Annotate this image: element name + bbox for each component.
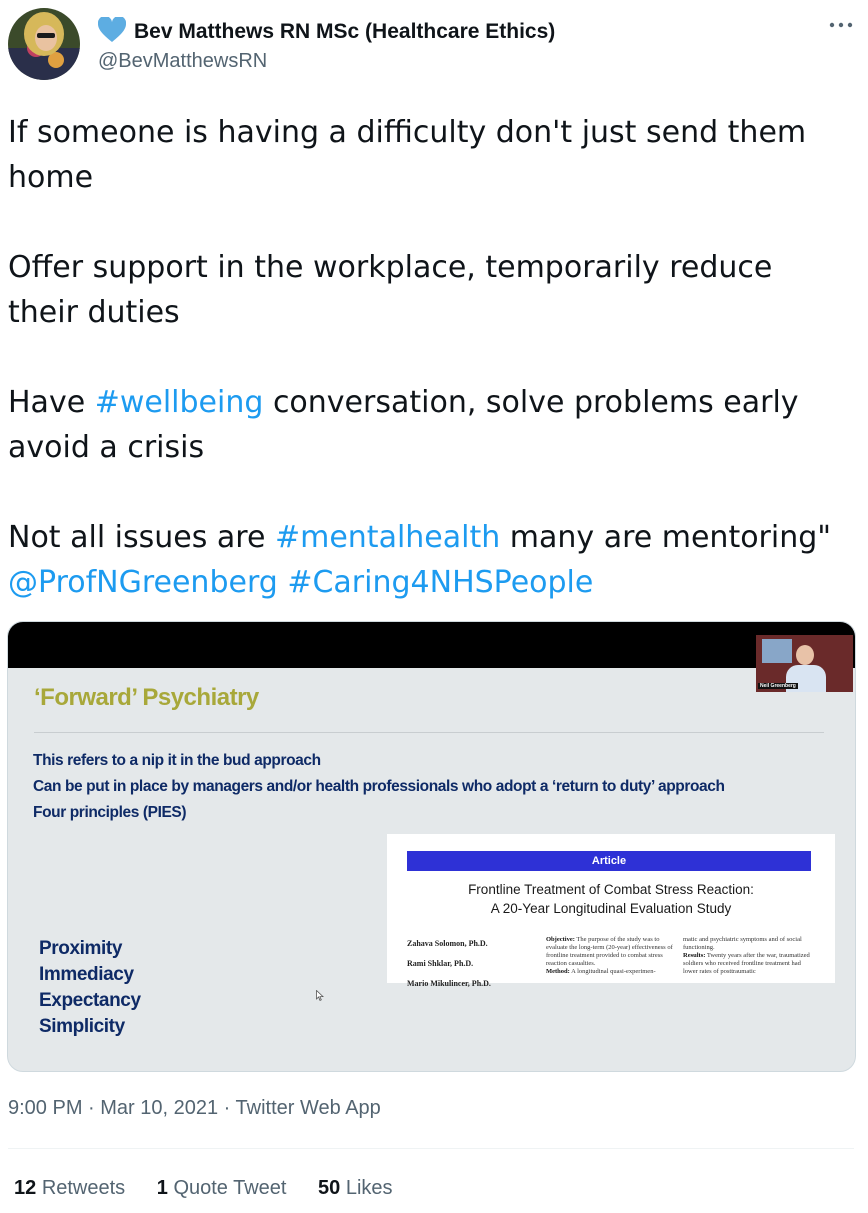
abstract-text: A longitudinal quasi-experimen- <box>571 968 656 975</box>
pies-principles <box>39 936 141 1040</box>
tweet-media[interactable] <box>7 621 856 1072</box>
article-authors <box>407 934 491 994</box>
likes-stat[interactable] <box>318 1177 393 1199</box>
slide-topbar <box>8 622 855 668</box>
article-abstract-col2 <box>683 936 815 976</box>
tweet-text-segment: Have <box>8 385 95 420</box>
principle-item: Immediacy <box>39 964 134 985</box>
author-handle[interactable]: @BevMatthewsRN <box>98 50 268 72</box>
abstract-label: Results: <box>683 952 706 959</box>
engagement-stats <box>14 1177 419 1200</box>
article-title-line: Frontline Treatment of Combat Stress Reaction: <box>468 882 754 897</box>
tweet-timestamp[interactable]: 9:00 PM · Mar 10, 2021 · Twitter Web App <box>8 1097 381 1119</box>
tweet-text-segment: conversation, solve problems early avoid a crisis <box>8 385 799 465</box>
principle-item: Simplicity <box>39 1016 125 1037</box>
tweet-paragraph <box>8 110 848 200</box>
tweet-paragraph <box>8 380 848 470</box>
speaker-caption: Neil Greenberg <box>760 683 796 689</box>
slide-title: ‘Forward’ Psychiatry <box>34 684 259 711</box>
tweet-text-segment: many are mentoring" <box>500 520 832 555</box>
mouse-cursor-icon <box>316 988 324 999</box>
article-title-line: A 20-Year Longitudinal Evaluation Study <box>490 901 732 916</box>
tweet-paragraph <box>8 245 848 335</box>
author-name[interactable]: Bev Matthews RN MSc (Healthcare Ethics) <box>134 20 556 43</box>
abstract-label: Method: <box>546 968 570 975</box>
article-author: Mario Mikulincer, Ph.D. <box>407 979 491 988</box>
slide-bullets <box>33 748 813 826</box>
quotes-count: 1 <box>156 1177 168 1199</box>
more-options-icon[interactable] <box>828 18 854 30</box>
divider <box>8 1148 854 1149</box>
likes-count: 50 <box>318 1177 341 1199</box>
quotes-label: Quote Tweet <box>173 1177 287 1199</box>
tweet-text-segment: Offer support in the workplace, temporarily reduce their duties <box>8 250 773 330</box>
tweet-paragraph <box>8 515 848 605</box>
article-abstract-col1 <box>546 936 676 976</box>
speaker-video-thumbnail <box>756 635 853 692</box>
avatar[interactable] <box>8 8 80 80</box>
likes-label: Likes <box>345 1177 393 1199</box>
retweets-label: Retweets <box>41 1177 126 1199</box>
article-author: Zahava Solomon, Ph.D. <box>407 939 488 948</box>
tweet-text-segment: If someone is having a difficulty don't just send them home <box>8 115 807 195</box>
mention-link[interactable]: @ProfNGreenberg <box>8 565 278 600</box>
abstract-text: Twenty years after the war, traumatized soldiers who received frontline treatment had lower rates of posttraumatic <box>683 952 810 975</box>
slide-line: Can be put in place by managers and/or health professionals who adopt a ‘return to duty’ approach <box>33 778 725 795</box>
retweets-stat[interactable] <box>14 1177 125 1199</box>
tweet-text-segment: Not all issues are <box>8 520 275 555</box>
article-author: Rami Shklar, Ph.D. <box>407 959 474 968</box>
hashtag-link[interactable]: #wellbeing <box>94 385 264 420</box>
abstract-label: Objective: <box>546 936 575 943</box>
abstract-text: matic and psychiatric symptoms and of social functioning. <box>683 936 802 951</box>
slide-divider <box>34 732 824 733</box>
quote-tweets-stat[interactable] <box>157 1177 287 1199</box>
tweet-text <box>8 110 848 605</box>
article-excerpt <box>387 834 835 988</box>
principle-item: Expectancy <box>39 990 141 1011</box>
article-title <box>387 880 835 918</box>
heart-icon <box>98 17 126 43</box>
slide-line: Four principles (PIES) <box>33 804 187 821</box>
hashtag-link[interactable]: #Caring4NHSPeople <box>287 565 594 600</box>
abstract-text: The purpose of the study was to evaluate the long-term (20-year) effectiveness of frontline treatment provided to combat stress reaction casualties. <box>546 936 673 967</box>
slide-line: This refers to a nip it in the bud approach <box>33 752 321 769</box>
hashtag-link[interactable]: #mentalhealth <box>274 520 501 555</box>
article-band: Article <box>407 851 811 871</box>
principle-item: Proximity <box>39 938 122 959</box>
tweet-text-segment <box>278 565 288 600</box>
retweets-count: 12 <box>14 1177 37 1199</box>
